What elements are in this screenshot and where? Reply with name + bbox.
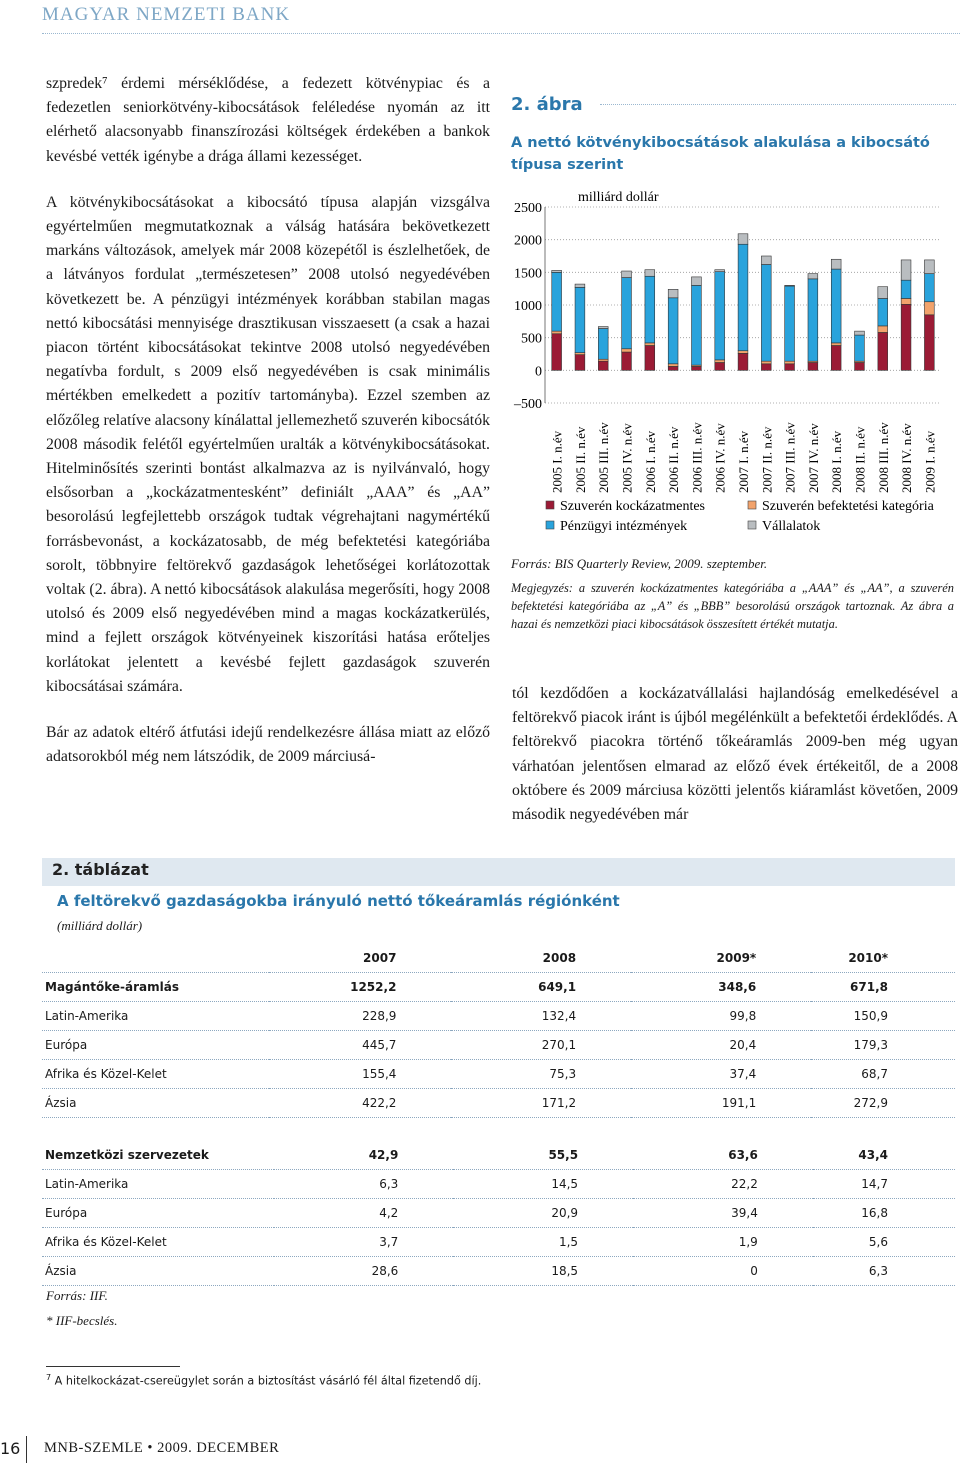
table-cell: 16,8 (813, 1199, 955, 1228)
bar-segment (808, 279, 818, 361)
bar-segment (692, 285, 702, 365)
figure-note: Megjegyzés: a szuverén kockázatmentes kategóriába a „AAA” és „AA”, a szuverén befektetési kategóriába az „A” és „BBB” besorolású országok tartoznak. Az ábra a hazai és nemzetközi piaci kibocsátások összesített értékét mutatja. (511, 581, 954, 631)
bar-segment (761, 264, 771, 361)
table-row (42, 1060, 955, 1089)
table-cell: 348,6 (631, 973, 811, 1002)
table-row (42, 1141, 955, 1170)
table-cell: 155,4 (269, 1060, 451, 1089)
table-cell: 39,4 (633, 1199, 813, 1228)
table-cell: 20,9 (453, 1199, 633, 1228)
x-tick-label: 2005 IV. n.év (619, 423, 635, 493)
journal-header: MAGYAR NEMZETI BANK (42, 4, 291, 25)
table-cell: 649,1 (451, 973, 631, 1002)
table-header-cell: 2008 (451, 944, 631, 973)
bar-segment (878, 287, 888, 299)
bar-segment (645, 343, 655, 346)
table-unit: (milliárd dollár) (57, 918, 143, 933)
table-cell: 0 (633, 1257, 813, 1286)
table-row (42, 973, 955, 1002)
table-header-cell: 2010* (811, 944, 955, 973)
bar-segment (668, 364, 678, 367)
table-cell: 1,9 (633, 1228, 813, 1257)
bar-segment (715, 272, 725, 360)
bar-segment (668, 289, 678, 297)
bar-segment (598, 329, 608, 360)
footer-rule (26, 1436, 27, 1463)
table-row-label: Európa (42, 1199, 274, 1228)
bar-segment (761, 364, 771, 371)
figure-label: 2. ábra (511, 94, 583, 115)
bar-segment (552, 272, 562, 331)
right-paragraph-1: tól kezdődően a kockázatvállalási hajlandóság emelkedésével a feltörekvő piacok iránt is újból megélénkült a befektetői érdeklődés. A feltörekvő piacokra történő tőkeáramlás 2009-ben még ugyan várhatóan jelentősen elmarad az előző évek értékeitől, de a 2008 októbere és 2009 márciusa közötti jelentős kiáramlást követően, 2009 második negyedévében már (512, 685, 958, 824)
capital-flow-table-official (42, 1141, 955, 1286)
table-header-cell: 2009* (631, 944, 811, 973)
bar-segment (668, 298, 678, 364)
legend-label: Vállalatok (762, 519, 821, 534)
figure-rule (600, 104, 956, 105)
bar-segment (761, 256, 771, 264)
bar-segment (552, 270, 562, 272)
table-cell: 28,6 (274, 1257, 454, 1286)
table-cell: 272,9 (811, 1089, 955, 1118)
x-tick-label: 2009 I. n.év (922, 430, 938, 493)
legend-label: Pénzügyi intézmények (560, 519, 688, 534)
left-paragraph-2: A kötvénykibocsátásokat a kibocsátó típusa alapján vizsgálva egyértelműen megmutatkoznak a válság hatására bekövetkezett markáns változások, amelyek már 2008 közepétől is észlelhetőek, de a látványos fordulat „természetesen” 2008 utolsó negyedévében következett be. A pénzügyi intézmények korábban stabilan magas nettó kibocsátási mennyisége drasztikusan visszaesett (a csak a hazai piacon történt kibocsátásokat tekintve 2008 utolsó negyedévében negatívba fordult, s 2009 első negyedévében is csak minimális mértékben emelkedett a pozitív tartományba). Ezzel szemben az előzőleg relatíve alacsony kínálattal jellemezhető szuverén kibocsátók 2008 második felétől egyértelműen uralták a kötvénykibocsátásokat. Hitelminősítés szerinti bontást alkalmazva az is nyilvánvaló, hogy elsősorban a „kockázatmentesként” definiált „AAA” és „AA” besorolású legfejlettebb országok tudtak végrehajtani nagymértékű forrásbevonást, a kockázatosabb, de még befektetési kategóriába sorolt, többnyire feltörekvő gazdaságok lehetőségei korlátozottak voltak (2. ábra). A nettó kibocsátások alakulása megerősíti, hogy 2008 utolsó és 2009 első negyedévében mind a magas kockázatkerülés, mind a fejlett országok kötvényeinek kiszorítási hatása erőteljes korlátokat jelentett a kevésbé fejlett gazdaságok szuverén kibocsátásai számára. (46, 193, 490, 695)
table-header-cell: 2007 (269, 944, 451, 973)
bar-segment (575, 284, 585, 287)
journal-footer: MNB-SZEMLE • 2009. DECEMBER (44, 1440, 280, 1456)
table-cell: 171,2 (451, 1089, 631, 1118)
table-row-label: Nemzetközi szervezetek (42, 1141, 274, 1170)
table-row (42, 1170, 955, 1199)
legend-swatch (748, 501, 756, 509)
table-cell: 6,3 (274, 1170, 454, 1199)
bar-segment (738, 351, 748, 354)
bar-segment (808, 362, 818, 370)
table-row-label: Ázsia (42, 1257, 274, 1286)
bar-segment (924, 260, 934, 274)
x-tick-label: 2007 III. n.év (782, 422, 798, 493)
x-tick-label: 2006 I. n.év (642, 430, 658, 493)
y-tick-label: –500 (514, 397, 542, 412)
bar-segment (552, 331, 562, 334)
table-cell: 1252,2 (269, 973, 451, 1002)
bar-segment (785, 286, 795, 361)
table-row-label: Ázsia (42, 1089, 269, 1118)
bar-segment (552, 334, 562, 371)
table-cell: 4,2 (274, 1199, 454, 1228)
table-cell: 671,8 (811, 973, 955, 1002)
bar-segment (785, 285, 795, 286)
table-cell: 37,4 (631, 1060, 811, 1089)
bar-segment (738, 244, 748, 350)
bar-segment (715, 360, 725, 363)
table-note: * IIF-becslés. (46, 1313, 118, 1328)
table-cell: 6,3 (813, 1257, 955, 1286)
bar-segment (855, 331, 865, 335)
left-paragraph-3: Bár az adatok eltérő átfutási idejű rendelkezésre állása miatt az előző adatsorokból még nem látszódik, de 2009 márciusá- (46, 724, 490, 766)
table-cell: 42,9 (274, 1141, 454, 1170)
table-header-blank (42, 944, 269, 973)
figure-title: A nettó kötvénykibocsátások alakulása a kibocsátó típusa szerint (511, 135, 930, 173)
x-tick-label: 2007 I. n.év (736, 430, 751, 493)
table-source: Forrás: IIF. (46, 1288, 108, 1303)
table-label: 2. táblázat (52, 860, 149, 879)
bar-segment (901, 280, 911, 298)
table-row (42, 1199, 955, 1228)
legend-swatch (748, 521, 756, 529)
bar-segment (785, 364, 795, 371)
table-cell: 75,3 (451, 1060, 631, 1089)
figure-source: Forrás: BIS Quarterly Review, 2009. szeptember. (511, 556, 768, 571)
table-cell: 132,4 (451, 1002, 631, 1031)
table-title: A feltörekvő gazdaságokba irányuló nettó tőkeáramlás régiónként (57, 892, 620, 910)
x-tick-label: 2006 IV. n.év (712, 423, 728, 493)
table-row (42, 1257, 955, 1286)
table-row (42, 1228, 955, 1257)
table-cell: 63,6 (633, 1141, 813, 1170)
bar-segment (645, 346, 655, 371)
x-tick-label: 2007 II. n.év (759, 426, 775, 493)
table-row-label: Afrika és Közel-Kelet (42, 1228, 274, 1257)
x-tick-label: 2005 I. n.év (549, 430, 565, 493)
left-paragraph-1: szpredek⁷ érdemi mérséklődése, a fedezett kötvénypiac és a fedezetlen seniorkötvény-kibocsátások feléledése nyomán az itt elérhető alacsonyabb finanszírozási költségek érdekében a bankok kevésbé vették igénybe a drága állami kezességet. (46, 75, 490, 165)
table-cell: 1,5 (453, 1228, 633, 1257)
bar-segment (622, 278, 632, 349)
bar-segment (692, 277, 702, 285)
bar-segment (668, 366, 678, 370)
bar-segment (831, 259, 841, 269)
page-number: 16 (0, 1439, 21, 1458)
table-cell: 3,7 (274, 1228, 454, 1257)
table-cell: 179,3 (811, 1031, 955, 1060)
x-tick-label: 2005 II. n.év (572, 426, 588, 493)
table-row (42, 1089, 955, 1118)
table-row-label: Afrika és Közel-Kelet (42, 1060, 269, 1089)
table-row-label: Latin-Amerika (42, 1170, 274, 1199)
bar-segment (831, 343, 841, 346)
bar-segment (598, 327, 608, 329)
bar-segment (901, 260, 911, 280)
table-cell: 22,2 (633, 1170, 813, 1199)
bar-segment (878, 298, 888, 325)
right-column (512, 682, 958, 827)
x-tick-label: 2005 III. n.év (596, 422, 612, 493)
table-cell: 191,1 (631, 1089, 811, 1118)
y-tick-label: 1500 (514, 266, 542, 282)
bond-issuance-chart (500, 185, 960, 550)
table-cell: 14,7 (813, 1170, 955, 1199)
table-cell: 228,9 (269, 1002, 451, 1031)
bar-segment (785, 361, 795, 364)
table-row (42, 1031, 955, 1060)
table-cell: 270,1 (451, 1031, 631, 1060)
x-tick-label: 2006 III. n.év (689, 422, 705, 493)
bar-segment (924, 315, 934, 371)
table-cell: 55,5 (453, 1141, 633, 1170)
bar-segment (878, 326, 888, 333)
capital-flow-table-private (42, 944, 955, 1118)
bar-segment (645, 270, 655, 277)
footnote-rule (46, 1366, 180, 1367)
table-cell: 150,9 (811, 1002, 955, 1031)
table-cell: 422,2 (269, 1089, 451, 1118)
bar-segment (924, 302, 934, 315)
y-tick-label: 2000 (514, 233, 542, 249)
table-cell: 18,5 (453, 1257, 633, 1286)
table-cell: 43,4 (813, 1141, 955, 1170)
table-row (42, 1002, 955, 1031)
x-tick-label: 2008 II. n.év (852, 426, 868, 493)
table-cell: 99,8 (631, 1002, 811, 1031)
bar-segment (761, 361, 771, 364)
bar-segment (855, 362, 865, 370)
x-tick-label: 2008 IV. n.év (899, 423, 915, 493)
bar-segment (855, 335, 865, 361)
bar-segment (575, 355, 585, 371)
bar-segment (878, 332, 888, 370)
legend-label: Szuverén befektetési kategória (762, 499, 934, 514)
bar-segment (901, 304, 911, 370)
bar-segment (622, 352, 632, 370)
table-header-row (42, 944, 955, 973)
table-cell: 5,6 (813, 1228, 955, 1257)
bar-segment (645, 276, 655, 343)
legend-swatch (546, 501, 554, 509)
bar-segment (692, 366, 702, 370)
table-row-label: Latin-Amerika (42, 1002, 269, 1031)
table-band (42, 858, 955, 886)
bar-segment (901, 298, 911, 304)
table-row-label: Európa (42, 1031, 269, 1060)
table-cell: 20,4 (631, 1031, 811, 1060)
bar-segment (715, 270, 725, 272)
table-row-label: Magántőke-áramlás (42, 973, 269, 1002)
y-axis-unit-label: milliárd dollár (578, 190, 659, 205)
y-tick-label: 500 (521, 331, 542, 347)
bar-segment (622, 349, 632, 352)
table-cell: 445,7 (269, 1031, 451, 1060)
bar-segment (598, 361, 608, 370)
bar-segment (924, 274, 934, 302)
bar-segment (831, 269, 841, 343)
bar-segment (575, 287, 585, 352)
bar-segment (715, 362, 725, 370)
footnote-text: A hitelkockázat-csereügylet során a biztosítást vásárló fél által fizetendő díj. (54, 1374, 482, 1388)
table-cell: 68,7 (811, 1060, 955, 1089)
bar-segment (622, 271, 632, 278)
y-tick-label: 2500 (514, 201, 542, 216)
table-cell: 14,5 (453, 1170, 633, 1199)
footnote (46, 1373, 481, 1388)
bar-segment (738, 353, 748, 370)
y-tick-label: 0 (535, 364, 542, 380)
x-tick-label: 2008 I. n.év (829, 430, 845, 493)
bar-segment (738, 234, 748, 244)
x-tick-label: 2007 IV. n.év (805, 423, 821, 493)
bar-segment (808, 274, 818, 279)
legend-swatch (546, 521, 554, 529)
x-tick-label: 2006 II. n.év (666, 426, 682, 493)
x-tick-label: 2008 III. n.év (875, 422, 891, 493)
left-column (46, 72, 490, 769)
y-tick-label: 1000 (514, 299, 542, 314)
bar-segment (831, 346, 841, 371)
footnote-mark: 7 (46, 1373, 52, 1382)
legend-label: Szuverén kockázatmentes (560, 499, 705, 514)
header-rule (42, 33, 960, 34)
